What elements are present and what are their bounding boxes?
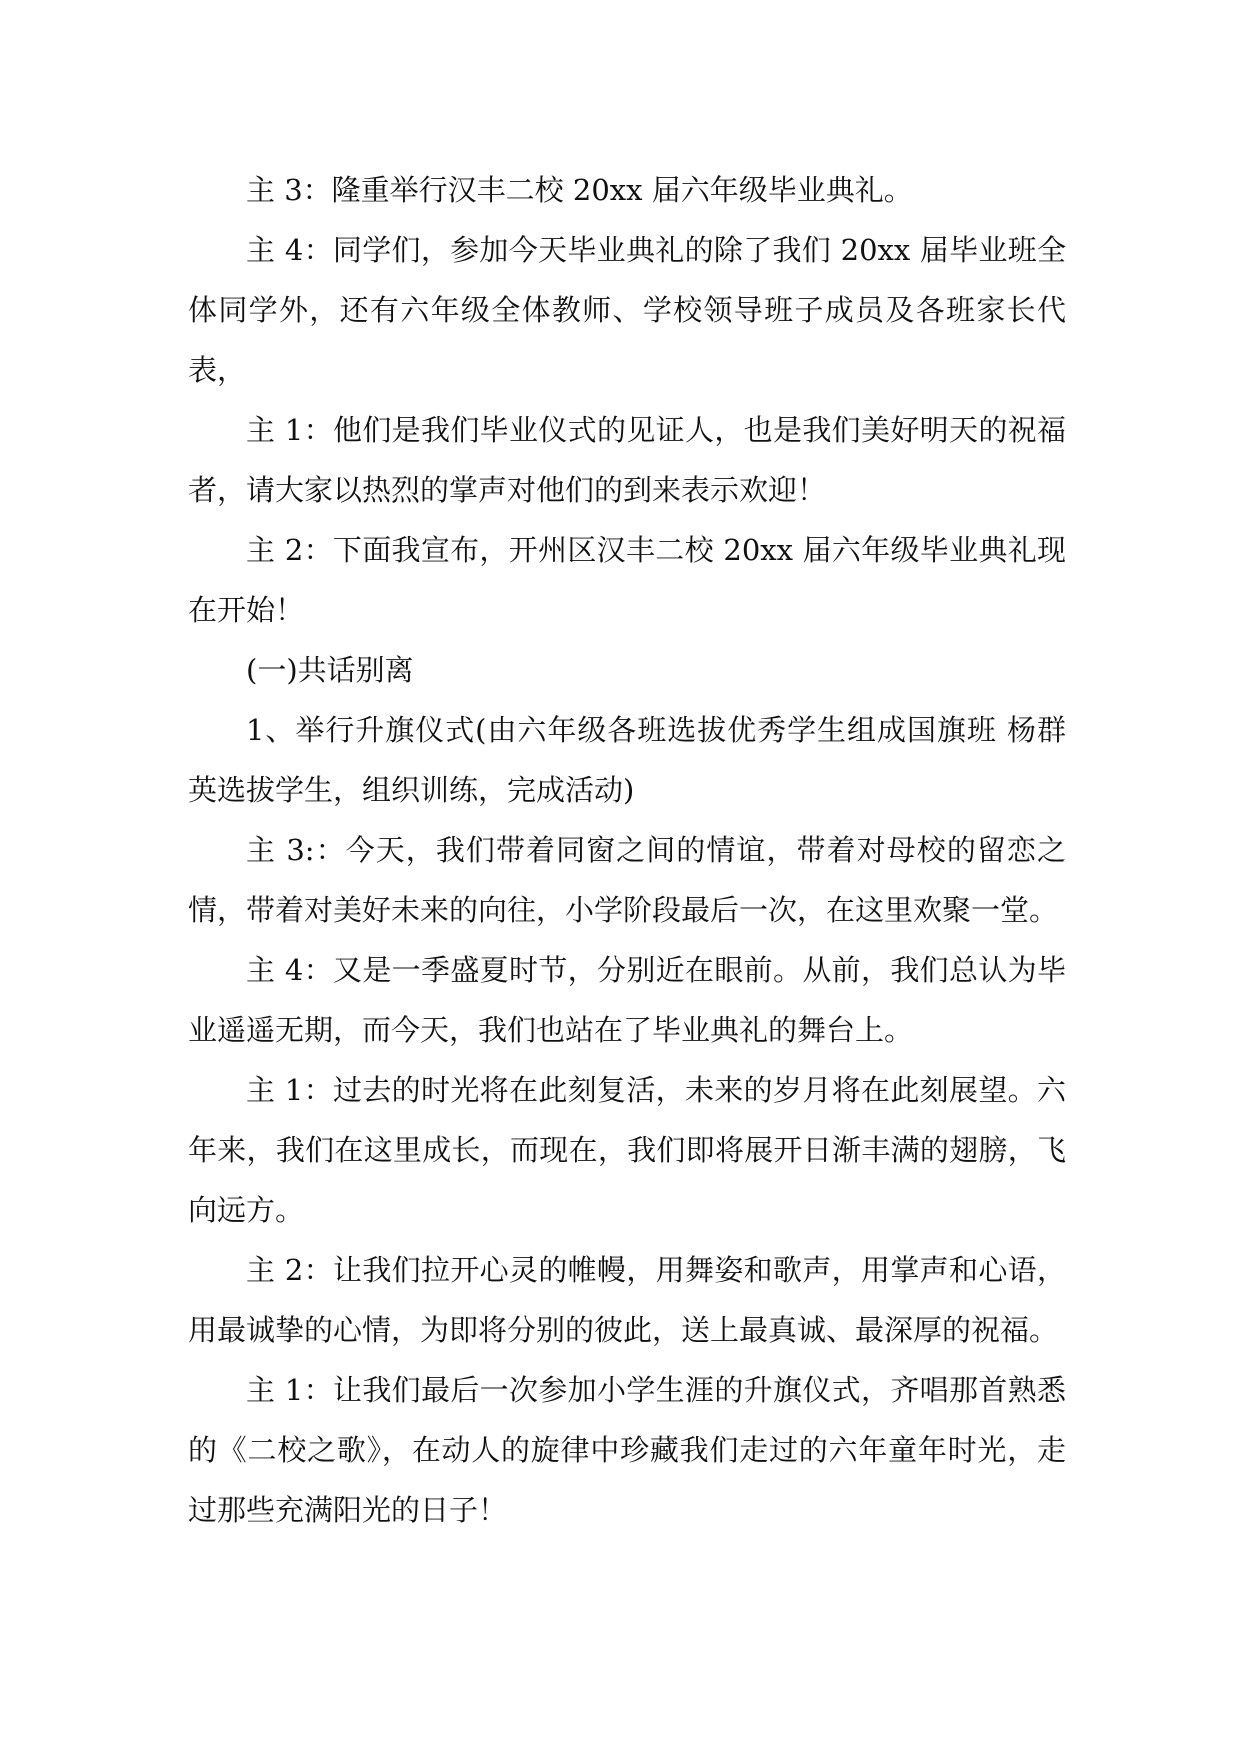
- paragraph-host4-attendees: 主 4：同学们，参加今天毕业典礼的除了我们 20xx 届毕业班全体同学外，还有六年级全体教师、学校领导班子成员及各班家长代表，: [188, 233, 1066, 387]
- paragraph-host3-gathering: 主 3:：今天，我们带着同窗之间的情谊，带着对母校的留恋之情，带着对美好未来的向往，小学阶段最后一次，在这里欢聚一堂。: [188, 833, 1066, 927]
- section-heading-farewell: (一)共话别离: [246, 653, 414, 687]
- paragraph-host2-opening: 主 2：下面我宣布，开州区汉丰二校 20xx 届六年级毕业典礼现在开始！: [188, 533, 1066, 627]
- paragraph-host1-welcome: 主 1：他们是我们毕业仪式的见证人，也是我们美好明天的祝福者，请大家以热烈的掌声对他们的到来表示欢迎！: [188, 413, 1066, 507]
- document-body: [188, 160, 1066, 1540]
- paragraph-host1-future: 主 1：过去的时光将在此刻复活，未来的岁月将在此刻展望。六年来，我们在这里成长，而现在，我们即将展开日渐丰满的翅膀，飞向远方。: [188, 1073, 1066, 1227]
- paragraph-host1-school-song: 主 1：让我们最后一次参加小学生涯的升旗仪式，齐唱那首熟悉的《二校之歌》，在动人的旋律中珍藏我们走过的六年童年时光，走过那些充满阳光的日子！: [188, 1373, 1066, 1527]
- paragraph-host2-blessing: 主 2：让我们拉开心灵的帷幔，用舞姿和歌声，用掌声和心语，用最诚挚的心情，为即将分别的彼此，送上最真诚、最深厚的祝福。: [188, 1253, 1066, 1347]
- paragraph-host4-summer: 主 4：又是一季盛夏时节，分别近在眼前。从前，我们总认为毕业遥遥无期，而今天，我们也站在了毕业典礼的舞台上。: [188, 953, 1066, 1047]
- paragraph-flag-ceremony: 1、举行升旗仪式(由六年级各班选拔优秀学生组成国旗班 杨群英选拔学生，组织训练，完成活动): [188, 713, 1066, 807]
- paragraph-host3-announcement: 主 3：隆重举行汉丰二校 20xx 届六年级毕业典礼。: [246, 173, 913, 207]
